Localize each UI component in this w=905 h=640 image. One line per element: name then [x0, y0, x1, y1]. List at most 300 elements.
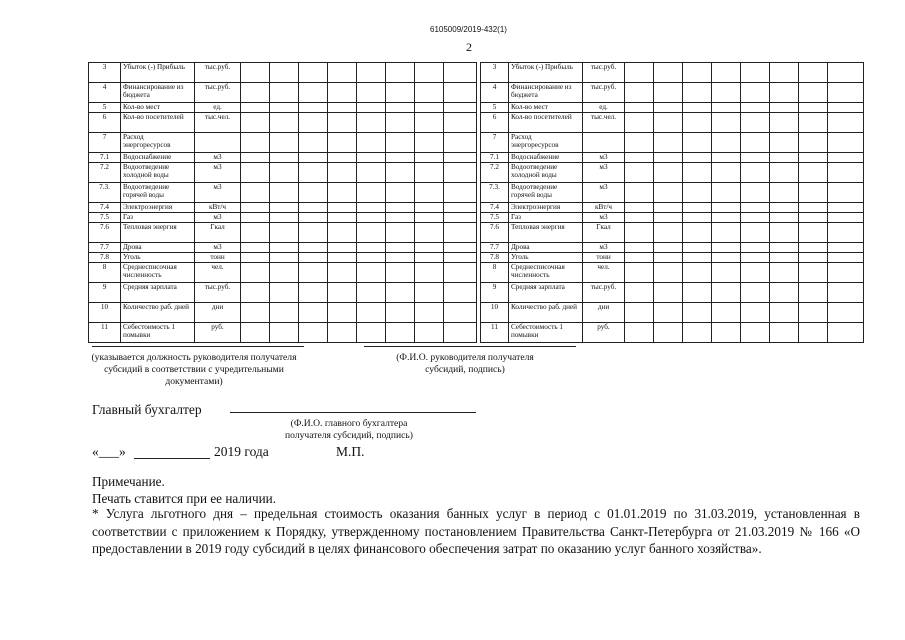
left-indicator-name: Убыток (-) Прибыль: [121, 63, 195, 83]
right-value-cell: [625, 63, 654, 83]
left-value-cell: [444, 213, 477, 223]
left-value-cell: [299, 213, 328, 223]
right-value-cell: [654, 113, 683, 133]
left-value-cell: [270, 133, 299, 153]
left-value-cell: [386, 263, 415, 283]
right-value-cell: [654, 63, 683, 83]
table-row: [89, 243, 477, 253]
left-value-cell: [241, 303, 270, 323]
right-unit-of-measure: тыс.руб.: [583, 63, 625, 83]
table-row: [481, 323, 864, 343]
right-value-cell: [683, 183, 712, 203]
left-value-cell: [444, 153, 477, 163]
right-value-cell: [654, 153, 683, 163]
right-value-cell: [741, 223, 770, 243]
left-value-cell: [386, 223, 415, 243]
right-indicator-name: Кол-во посетителей: [509, 113, 583, 133]
right-value-cell: [770, 323, 799, 343]
left-indicator-name: Расход энергоресурсов: [121, 133, 195, 153]
right-value-cell: [683, 103, 712, 113]
right-value-cell: [712, 153, 741, 163]
indicator-table-left: [88, 62, 477, 343]
right-value-cell: [683, 213, 712, 223]
right-unit-of-measure: тыс.чел.: [583, 113, 625, 133]
right-value-cell: [625, 243, 654, 253]
left-value-cell: [328, 113, 357, 133]
right-indicator-name: Водоснабжение: [509, 153, 583, 163]
left-indicator-name: Дрова: [121, 243, 195, 253]
right-value-cell: [654, 223, 683, 243]
left-value-cell: [270, 63, 299, 83]
right-value-cell: [741, 253, 770, 263]
right-value-cell: [799, 113, 828, 133]
right-value-cell: [654, 83, 683, 103]
right-value-cell: [683, 133, 712, 153]
left-value-cell: [386, 63, 415, 83]
table-row: [481, 113, 864, 133]
right-value-cell: [712, 113, 741, 133]
left-value-cell: [357, 263, 386, 283]
left-value-cell: [415, 203, 444, 213]
left-indicator-name: Кол-во мест: [121, 103, 195, 113]
right-value-cell: [683, 203, 712, 213]
left-value-cell: [357, 153, 386, 163]
left-value-cell: [415, 243, 444, 253]
right-value-cell: [625, 133, 654, 153]
left-value-cell: [415, 183, 444, 203]
table-row: [89, 323, 477, 343]
left-value-cell: [270, 303, 299, 323]
right-value-cell: [712, 83, 741, 103]
left-value-cell: [386, 83, 415, 103]
right-value-cell: [770, 63, 799, 83]
left-value-cell: [299, 113, 328, 133]
note-footnote: * Услуга льготного дня – предельная стоимость оказания банных услуг в период с 01.01.2019 по 31.03.2019, установленная в соответствии с приложением к Порядку, утвержденному постановлением Правительства Санкт-Петербурга от 21.03.2019 № 166 «О предоставлении в 2019 году субсидий в целях финансового обеспечения затрат по оказанию услуг банного хозяйства».: [92, 506, 860, 556]
left-value-cell: [415, 303, 444, 323]
right-indicator-name: Электроэнергия: [509, 203, 583, 213]
left-indicator-name: Финансирование из бюджета: [121, 83, 195, 103]
right-value-cell: [770, 103, 799, 113]
left-row-number: 4: [89, 83, 121, 103]
right-value-cell: [828, 253, 864, 263]
table-row: [481, 213, 864, 223]
left-value-cell: [241, 283, 270, 303]
left-value-cell: [415, 253, 444, 263]
left-value-cell: [444, 263, 477, 283]
right-row-number: 7.8: [481, 253, 509, 263]
right-unit-of-measure: чел.: [583, 263, 625, 283]
stamp-place: М.П.: [336, 444, 365, 459]
left-value-cell: [444, 163, 477, 183]
left-unit-of-measure: тонн: [195, 253, 241, 263]
right-value-cell: [712, 263, 741, 283]
left-value-cell: [444, 223, 477, 243]
right-value-cell: [770, 153, 799, 163]
right-value-cell: [712, 253, 741, 263]
table-row: [481, 153, 864, 163]
left-value-cell: [357, 133, 386, 153]
left-indicator-name: Водоотведение горячей воды: [121, 183, 195, 203]
left-value-cell: [386, 203, 415, 213]
left-value-cell: [357, 63, 386, 83]
left-value-cell: [299, 163, 328, 183]
right-value-cell: [799, 183, 828, 203]
left-row-number: 7.8: [89, 253, 121, 263]
left-value-cell: [241, 203, 270, 213]
table-row: [89, 263, 477, 283]
left-value-cell: [328, 253, 357, 263]
right-value-cell: [654, 243, 683, 253]
table-row: [481, 163, 864, 183]
left-value-cell: [328, 163, 357, 183]
right-value-cell: [625, 223, 654, 243]
left-row-number: 11: [89, 323, 121, 343]
right-value-cell: [741, 183, 770, 203]
left-value-cell: [241, 83, 270, 103]
right-value-cell: [625, 163, 654, 183]
table-row: [89, 303, 477, 323]
left-unit-of-measure: м3: [195, 183, 241, 203]
left-value-cell: [299, 103, 328, 113]
right-value-cell: [654, 203, 683, 213]
right-value-cell: [683, 303, 712, 323]
right-value-cell: [828, 163, 864, 183]
left-value-cell: [270, 283, 299, 303]
right-value-cell: [741, 323, 770, 343]
left-value-cell: [357, 163, 386, 183]
right-value-cell: [770, 203, 799, 213]
table-row: [481, 263, 864, 283]
right-value-cell: [712, 243, 741, 253]
table-row: [89, 213, 477, 223]
right-value-cell: [799, 103, 828, 113]
date-prefix: «___»: [92, 444, 126, 459]
left-value-cell: [415, 103, 444, 113]
right-unit-of-measure: тыс.руб.: [583, 83, 625, 103]
left-row-number: 7.3.: [89, 183, 121, 203]
left-row-number: 10: [89, 303, 121, 323]
left-value-cell: [386, 303, 415, 323]
right-value-cell: [741, 263, 770, 283]
left-value-cell: [357, 213, 386, 223]
left-value-cell: [444, 203, 477, 213]
right-value-cell: [625, 263, 654, 283]
right-value-cell: [770, 183, 799, 203]
left-value-cell: [328, 213, 357, 223]
left-value-cell: [299, 243, 328, 253]
right-value-cell: [683, 243, 712, 253]
left-value-cell: [241, 63, 270, 83]
right-value-cell: [828, 223, 864, 243]
right-value-cell: [683, 83, 712, 103]
table-row: [89, 163, 477, 183]
right-row-number: 5: [481, 103, 509, 113]
table-row: [89, 253, 477, 263]
right-value-cell: [799, 303, 828, 323]
right-value-cell: [712, 183, 741, 203]
left-value-cell: [415, 133, 444, 153]
right-value-cell: [683, 63, 712, 83]
right-indicator-name: Уголь: [509, 253, 583, 263]
right-indicator-name: Водоотведение холодной воды: [509, 163, 583, 183]
left-row-number: 7.7: [89, 243, 121, 253]
right-value-cell: [799, 283, 828, 303]
left-value-cell: [444, 323, 477, 343]
left-value-cell: [328, 303, 357, 323]
right-value-cell: [625, 283, 654, 303]
right-indicator-name: Водоотведение горячей воды: [509, 183, 583, 203]
left-row-number: 3: [89, 63, 121, 83]
right-value-cell: [654, 213, 683, 223]
left-value-cell: [415, 153, 444, 163]
left-unit-of-measure: [195, 133, 241, 153]
left-value-cell: [415, 63, 444, 83]
right-row-number: 4: [481, 83, 509, 103]
chief-accountant-line: [230, 412, 476, 413]
left-indicator-name: Средняя зарплата: [121, 283, 195, 303]
left-value-cell: [241, 133, 270, 153]
right-value-cell: [654, 303, 683, 323]
right-value-cell: [741, 153, 770, 163]
right-indicator-name: Среднесписочная численность: [509, 263, 583, 283]
right-value-cell: [828, 83, 864, 103]
right-value-cell: [683, 223, 712, 243]
left-value-cell: [328, 323, 357, 343]
left-indicator-name: Водоотведение холодной воды: [121, 163, 195, 183]
table-row: [89, 113, 477, 133]
right-value-cell: [770, 253, 799, 263]
right-value-cell: [625, 203, 654, 213]
table-row: [481, 203, 864, 213]
right-value-cell: [625, 253, 654, 263]
right-value-cell: [828, 263, 864, 283]
left-value-cell: [328, 103, 357, 113]
left-value-cell: [299, 263, 328, 283]
right-value-cell: [799, 243, 828, 253]
left-value-cell: [241, 243, 270, 253]
left-value-cell: [299, 223, 328, 243]
document-id: 6105009/2019-432(1): [430, 25, 507, 34]
left-indicator-name: Кол-во посетителей: [121, 113, 195, 133]
right-value-cell: [741, 103, 770, 113]
left-value-cell: [357, 303, 386, 323]
right-value-cell: [712, 283, 741, 303]
table-row: [481, 253, 864, 263]
left-unit-of-measure: тыс.руб.: [195, 63, 241, 83]
right-value-cell: [741, 133, 770, 153]
right-value-cell: [654, 283, 683, 303]
right-value-cell: [741, 63, 770, 83]
left-value-cell: [444, 303, 477, 323]
right-indicator-name: Количество раб. дней: [509, 303, 583, 323]
left-unit-of-measure: руб.: [195, 323, 241, 343]
table-row: [89, 223, 477, 243]
right-value-cell: [770, 223, 799, 243]
left-unit-of-measure: м3: [195, 213, 241, 223]
right-value-cell: [799, 163, 828, 183]
table-row: [481, 83, 864, 103]
left-unit-of-measure: м3: [195, 243, 241, 253]
right-value-cell: [828, 153, 864, 163]
left-unit-of-measure: ед.: [195, 103, 241, 113]
left-value-cell: [357, 243, 386, 253]
left-value-cell: [270, 83, 299, 103]
left-value-cell: [328, 243, 357, 253]
right-value-cell: [770, 243, 799, 253]
left-value-cell: [328, 203, 357, 213]
right-value-cell: [799, 253, 828, 263]
left-value-cell: [386, 113, 415, 133]
left-value-cell: [270, 103, 299, 113]
right-row-number: 11: [481, 323, 509, 343]
right-value-cell: [799, 223, 828, 243]
right-value-cell: [741, 203, 770, 213]
right-unit-of-measure: тонн: [583, 253, 625, 263]
right-indicator-name: Средняя зарплата: [509, 283, 583, 303]
right-value-cell: [683, 323, 712, 343]
right-row-number: 9: [481, 283, 509, 303]
left-value-cell: [415, 83, 444, 103]
right-value-cell: [712, 63, 741, 83]
left-value-cell: [328, 263, 357, 283]
left-value-cell: [444, 103, 477, 113]
right-value-cell: [654, 323, 683, 343]
left-value-cell: [357, 283, 386, 303]
head-name-caption: (Ф.И.О. руководителя получателя субсидий, подпись): [396, 352, 534, 375]
left-value-cell: [328, 153, 357, 163]
right-indicator-name: Кол-во мест: [509, 103, 583, 113]
right-value-cell: [712, 203, 741, 213]
left-value-cell: [357, 203, 386, 213]
table-row: [89, 83, 477, 103]
right-value-cell: [770, 213, 799, 223]
table-row: [481, 223, 864, 243]
table-row: [89, 63, 477, 83]
right-row-number: 7.3.: [481, 183, 509, 203]
right-value-cell: [625, 323, 654, 343]
table-row: [481, 243, 864, 253]
left-value-cell: [299, 153, 328, 163]
left-indicator-name: Газ: [121, 213, 195, 223]
right-value-cell: [799, 263, 828, 283]
left-value-cell: [270, 203, 299, 213]
right-value-cell: [625, 103, 654, 113]
left-value-cell: [241, 113, 270, 133]
right-value-cell: [712, 223, 741, 243]
left-value-cell: [357, 323, 386, 343]
page-number: 2: [466, 40, 472, 54]
left-value-cell: [386, 213, 415, 223]
right-value-cell: [799, 323, 828, 343]
left-indicator-name: Уголь: [121, 253, 195, 263]
left-value-cell: [357, 103, 386, 113]
left-value-cell: [270, 153, 299, 163]
right-value-cell: [712, 103, 741, 113]
right-value-cell: [799, 153, 828, 163]
right-value-cell: [654, 163, 683, 183]
right-value-cell: [625, 213, 654, 223]
left-row-number: 8: [89, 263, 121, 283]
left-value-cell: [386, 163, 415, 183]
left-row-number: 9: [89, 283, 121, 303]
left-unit-of-measure: тыс.руб.: [195, 283, 241, 303]
left-value-cell: [386, 103, 415, 113]
right-indicator-name: Тепловая энергия: [509, 223, 583, 243]
right-value-cell: [799, 133, 828, 153]
right-value-cell: [799, 83, 828, 103]
table-row: [89, 283, 477, 303]
head-name-line: [364, 346, 576, 347]
right-row-number: 7: [481, 133, 509, 153]
right-value-cell: [625, 113, 654, 133]
left-value-cell: [299, 253, 328, 263]
left-value-cell: [270, 253, 299, 263]
note-seal: Печать ставится при ее наличии.: [92, 491, 277, 506]
table-row: [481, 283, 864, 303]
left-row-number: 7.2: [89, 163, 121, 183]
right-row-number: 7.7: [481, 243, 509, 253]
date-year: 2019 года: [214, 444, 269, 459]
table-row: [481, 63, 864, 83]
left-value-cell: [299, 283, 328, 303]
right-value-cell: [828, 183, 864, 203]
left-value-cell: [415, 263, 444, 283]
table-row: [481, 133, 864, 153]
left-unit-of-measure: м3: [195, 163, 241, 183]
left-value-cell: [328, 183, 357, 203]
left-value-cell: [415, 283, 444, 303]
right-value-cell: [625, 183, 654, 203]
right-unit-of-measure: м3: [583, 243, 625, 253]
chief-accountant-label: Главный бухгалтер: [92, 402, 202, 417]
left-value-cell: [386, 183, 415, 203]
right-row-number: 7.6: [481, 223, 509, 243]
left-unit-of-measure: Гкал: [195, 223, 241, 243]
right-value-cell: [654, 103, 683, 113]
indicator-table-right: [480, 62, 864, 343]
right-value-cell: [828, 203, 864, 213]
right-value-cell: [770, 133, 799, 153]
left-value-cell: [386, 253, 415, 263]
chief-accountant-caption: (Ф.И.О. главного бухгалтера получателя субсидий, подпись): [285, 418, 413, 441]
right-row-number: 3: [481, 63, 509, 83]
right-value-cell: [828, 103, 864, 113]
table-row: [481, 303, 864, 323]
right-value-cell: [828, 303, 864, 323]
table-row: [89, 103, 477, 113]
right-value-cell: [741, 283, 770, 303]
right-unit-of-measure: ед.: [583, 103, 625, 113]
right-unit-of-measure: м3: [583, 163, 625, 183]
left-row-number: 7.1: [89, 153, 121, 163]
left-unit-of-measure: м3: [195, 153, 241, 163]
left-unit-of-measure: дни: [195, 303, 241, 323]
left-indicator-name: Среднесписочная численность: [121, 263, 195, 283]
left-value-cell: [415, 223, 444, 243]
left-value-cell: [444, 113, 477, 133]
left-value-cell: [241, 153, 270, 163]
right-value-cell: [654, 263, 683, 283]
left-value-cell: [299, 303, 328, 323]
left-value-cell: [270, 223, 299, 243]
left-value-cell: [444, 63, 477, 83]
right-value-cell: [683, 253, 712, 263]
right-unit-of-measure: тыс.руб.: [583, 283, 625, 303]
right-value-cell: [741, 83, 770, 103]
left-value-cell: [328, 83, 357, 103]
table-row: [89, 153, 477, 163]
right-unit-of-measure: м3: [583, 183, 625, 203]
